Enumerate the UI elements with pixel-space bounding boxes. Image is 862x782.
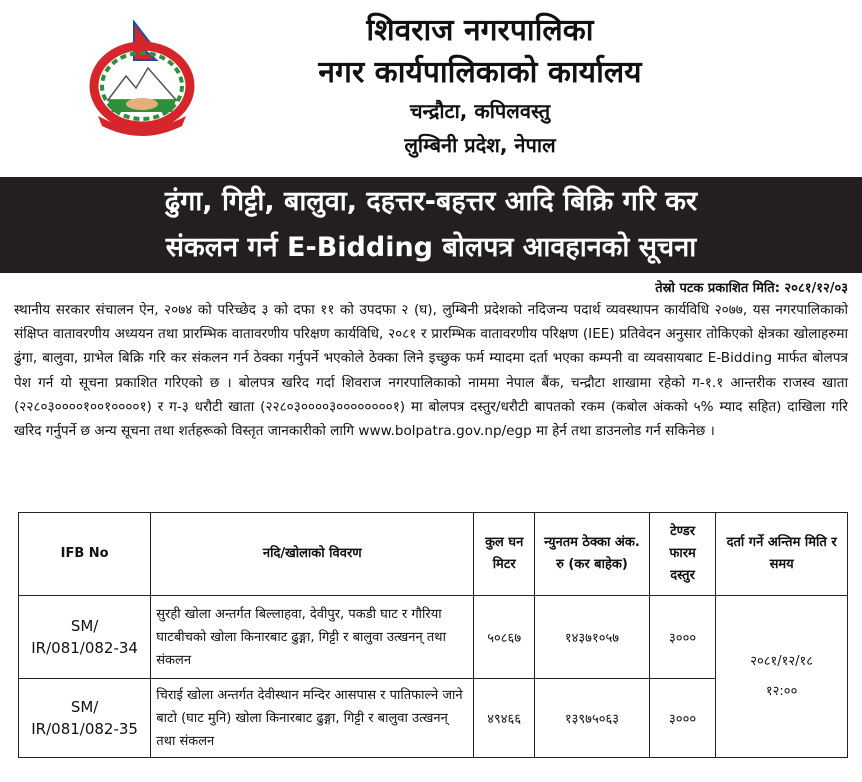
office-name: नगर कार्यपालिकाको कार्यालय [318, 55, 642, 90]
org-name: शिवराज नगरपालिका [366, 13, 594, 48]
ifb-cell [19, 679, 151, 758]
volume-cell: ५०८६७ [474, 596, 535, 679]
table-header-row [19, 513, 848, 596]
deadline-cell [716, 596, 848, 758]
col-ifb: IFB No [19, 513, 151, 596]
col-fee: टेण्डर फारम दस्तुर [649, 513, 715, 596]
notice-body: स्थानीय सरकार संचालन ऐन, २०७४ को परिच्छेद ३ को दफा ११ को उपदफा २ (घ), लुम्बिनी प्रदेशको नदिजन्य पदार्थ व्यवस्थापन कार्यविधि २०७७, यस नगरपालिकाको संक्षिप्त वातावरणीय अध्ययन तथा प्रारम्भिक वातावरणीय परिक्षण कार्यविधि, २०८१ र प्रारम्भिक वातावरणीय परिक्षण (IEE) प्रतिवेदन अनुसार तोकिएको क्षेत्रका खोलाहरुमा ढुंगा, बालुवा, ग्राभेल बिक्रि गरि कर संकलन गर्न ठेक्का गर्नुपर्ने भएकोले ठेक्का लिने इच्छुक फर्म म्यादमा दर्ता भएका कम्पनी वा व्यवसायबाट E-Bidding मार्फत बोलपत्र पेश गर्न यो सूचना प्रकाशित गरिएको छ । बोलपत्र खरिद गर्दा शिवराज नगरपालिकाको नाममा नेपाल बैंक, चन्द्रौटा शाखामा रहेको ग-१.१ आन्तरीक राजस्व खाता (२२८०३००००१००१००००१) र ग-३ धरौटी खाता (२२८०३००००३००००००००१) मा बोलपत्र दस्तुर/धरौटी बापतको रकम (कबोल अंकको ५% म्याद सहित) दाखिला गरि खरिद गर्नुपर्ने छ अन्य सूचना तथा शर्तहरूको विस्तृत जानकारीको लागि www.bolpatra.gov.np/egp मा हेर्न तथा डाउनलोड गर्न सकिनेछ । [14, 302, 848, 440]
amount-cell: १४३७१०५७ [535, 596, 650, 679]
ifb-number: IR/081/082-35 [31, 720, 138, 738]
office-titles [210, 10, 750, 162]
letterhead [0, 0, 862, 176]
col-volume: कुल घन मिटर [474, 513, 535, 596]
amount-cell: १३९७५०६३ [535, 679, 650, 758]
banner-title-line2: संकलन गर्न E-Bidding बोलपत्र आवहानको सूचना [165, 232, 697, 263]
ifb-prefix: SM/ [70, 617, 99, 635]
fee-cell: ३००० [649, 679, 715, 758]
table-row [19, 596, 848, 679]
bid-table [18, 512, 848, 758]
ifb-cell [19, 596, 151, 679]
fee-cell: ३००० [649, 596, 715, 679]
publish-date: तेस्रो पटक प्रकाशित मिति: २०८१/१२/०३ [655, 281, 848, 296]
deadline-time: १२:०० [765, 683, 798, 699]
description-cell: सुरही खोला अन्तर्गत बिल्लाहवा, देवीपुर, पकडी घाट र गौरिया घाटबीचको खोला किनारबाट ढुङ्गा, गिट्टी र बालुवा उत्खनन् तथा संकलन [151, 596, 474, 679]
deadline-date: २०८१/१२/१८ [750, 653, 814, 669]
col-deadline: दर्ता गर्ने अन्तिम मिति र समय [716, 513, 848, 596]
notice-banner [0, 177, 862, 273]
col-description: नदि/खोलाको विवरण [151, 513, 474, 596]
nepal-emblem-icon [84, 20, 200, 136]
col-min-amount: न्युनतम ठेक्का अंक. रु (कर बाहेक) [535, 513, 650, 596]
banner-title-line1: ढुंगा, गिट्टी, बालुवा, दहत्तर-बहत्तर आदि बिक्रि गरि कर [164, 186, 698, 217]
volume-cell: ४९४६६ [474, 679, 535, 758]
office-address: चन्द्रौटा, कपिलवस्तु [409, 99, 551, 123]
office-province: लुम्बिनी प्रदेश, नेपाल [404, 133, 556, 157]
description-cell: चिराई खोला अन्तर्गत देवीस्थान मन्दिर आसपास र पातिफाल्ने जाने बाटो (घाट मुनि) खोला किनारबाट ढुङ्गा, गिट्टी र बालुवा उत्खनन् तथा संकलन [151, 679, 474, 758]
ifb-prefix: SM/ [70, 698, 99, 716]
ifb-number: IR/081/082-34 [31, 639, 138, 657]
